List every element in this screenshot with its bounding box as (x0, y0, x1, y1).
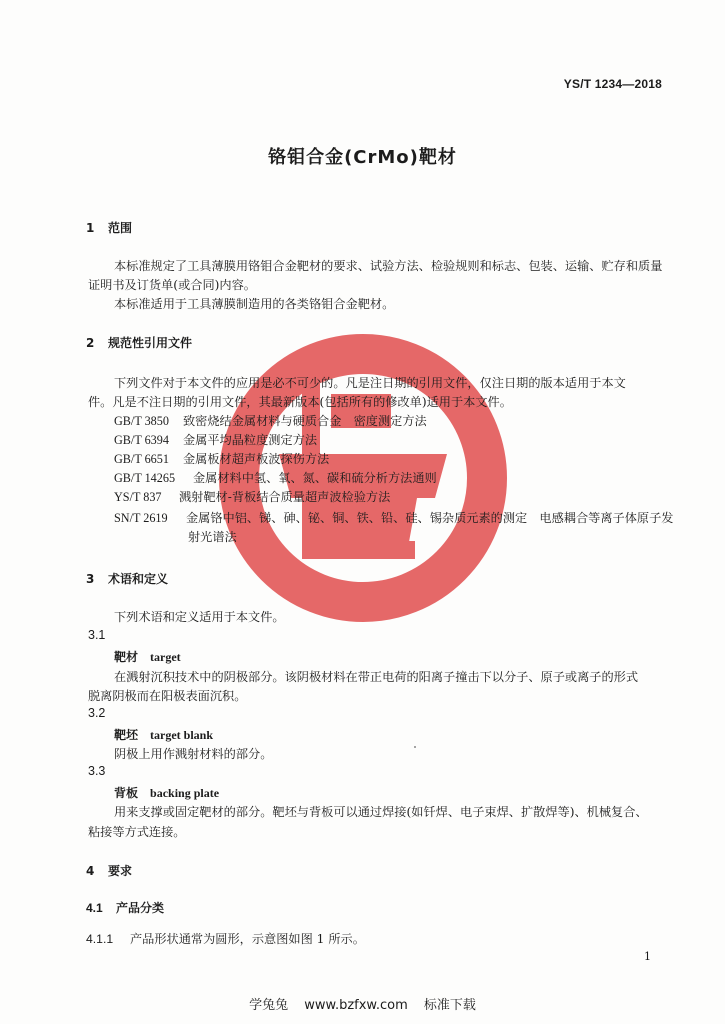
page-number: 1 (644, 950, 651, 963)
footer-slogan: 标准下载 (423, 998, 476, 1013)
term-number: 3.1 (88, 628, 106, 642)
section-3-intro: 下列术语和定义适用于本文件。 (114, 610, 285, 624)
reference-item: SN/T 2619 金属铬中铝、锑、砷、铋、铜、铁、铅、硅、锡杂质元素的测定 电感耦合等离子体原子发 (114, 511, 674, 525)
term-definition-line-1: 阴极上用作溅射材料的部分。 (114, 747, 273, 761)
section-1-heading: 1 范围 (86, 221, 133, 235)
subsection-4-1-heading: 4.1 产品分类 (86, 901, 165, 915)
term-title: 背板 backing plate (114, 786, 220, 800)
term-definition-line-2: 脱离阴极而在阳极表面沉积。 (88, 689, 247, 703)
section-3-heading: 3 术语和定义 (86, 572, 169, 586)
term-title: 靶坯 target blank (114, 728, 214, 742)
footer-site-name: 学兔兔 (249, 998, 289, 1013)
scan-speck (414, 746, 416, 748)
term-definition-line-1: 在溅射沉积技术中的阴极部分。该阴极材料在带正电荷的阳离子撞击下以分子、原子或离子的形式 (114, 670, 639, 684)
section-4-heading: 4 要求 (86, 864, 133, 878)
document-title: 铬钼合金(CrMo)靶材 (268, 147, 457, 168)
reference-item: GB/T 14265 金属材料中氢、氧、氮、碳和硫分析方法通则 (114, 471, 437, 485)
term-number: 3.2 (88, 706, 106, 720)
reference-item: GB/T 3850 致密烧结金属材料与硬质合金 密度测定方法 (114, 414, 427, 428)
term-title: 靶材 target (114, 650, 181, 664)
footer (0, 994, 725, 1013)
section-1-paragraph-2: 本标准适用于工具薄膜制造用的各类铬钼合金靶材。 (114, 297, 395, 311)
section-2-heading: 2 规范性引用文件 (86, 336, 193, 350)
footer-url-link[interactable]: www.bzfxw.com (304, 998, 408, 1013)
reference-item: GB/T 6394 金属平均晶粒度测定方法 (114, 433, 318, 447)
section-2-intro-line-1: 下列文件对于本文件的应用是必不可少的。凡是注日期的引用文件，仅注日期的版本适用于本文 (114, 376, 626, 390)
term-definition-line-1: 用来支撑或固定靶材的部分。靶坯与背板可以通过焊接(如钎焊、电子束焊、扩散焊等)、机械复合、 (114, 805, 648, 819)
section-2-intro-line-2: 件。凡是不注日期的引用文件，其最新版本(包括所有的修改单)适用于本文件。 (88, 395, 512, 409)
term-number: 3.3 (88, 764, 106, 778)
reference-item-continuation: 射光谱法 (188, 530, 237, 544)
standard-number: YS/T 1234—2018 (563, 77, 662, 91)
section-1-paragraph-1-line-1: 本标准规定了工具薄膜用铬钼合金靶材的要求、试验方法、检验规则和标志、包装、运输、贮存和质量 (114, 259, 663, 273)
reference-item: YS/T 837 溅射靶材-背板结合质量超声波检验方法 (114, 490, 391, 504)
section-1-paragraph-1-line-2: 证明书及订货单(或合同)内容。 (88, 278, 256, 292)
subsection-4-1-1: 4.1.1 产品形状通常为圆形，示意图如图 1 所示。 (86, 932, 365, 946)
reference-item: GB/T 6651 金属板材超声板波探伤方法 (114, 452, 330, 466)
term-definition-line-2: 粘接等方式连接。 (88, 825, 186, 839)
